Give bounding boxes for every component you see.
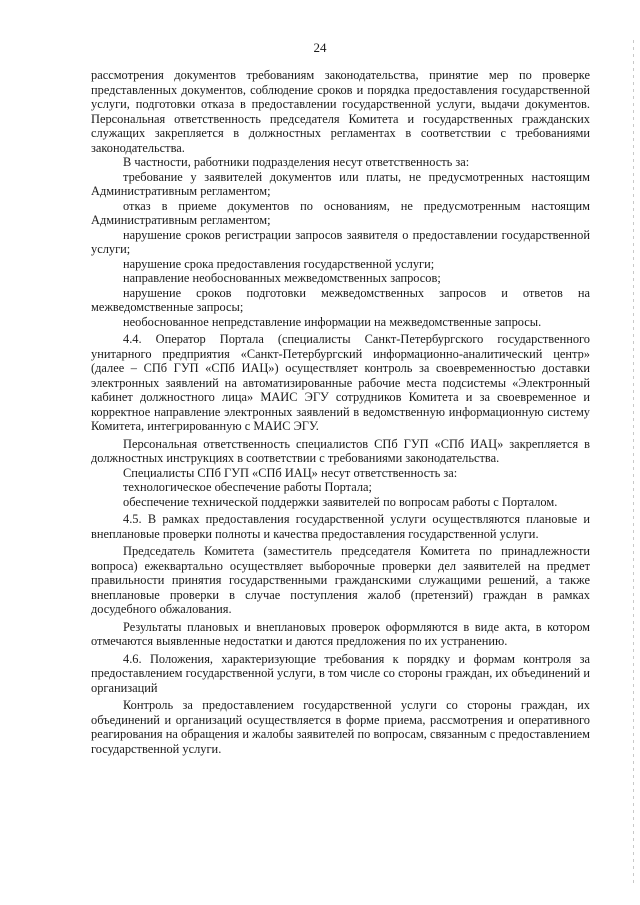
paragraph-chairman-checks: Председатель Комитета (заместитель председателя Комитета по принадлежности вопроса) ежеквартально осуществляет выборочные проверки дел заявителей на предмет правильности принятия государственными гражданскими служащими решений, а также внеплановые проверки в случае поступления жалоб (претензий) граждан в рамках досудебного обжалования. — [91, 544, 590, 616]
paragraph-4-5: 4.5. В рамках предоставления государственной услуги осуществляются плановые и внеплановые проверки полноты и качества предоставления государственной услуги. — [91, 512, 590, 541]
scan-edge-line — [633, 40, 634, 885]
paragraph-4-4: 4.4. Оператор Портала (специалисты Санкт-Петербургского государственного унитарного предприятия «Санкт-Петербургский информационно-аналитический центр» (далее – СПб ГУП «СПб ИАЦ») осуществляет контроль за своевременностью доставки электронных заявлений на автоматизированные рабочие места подсистемы «Электронный кабинет должностного лица» МАИС ЭГУ сотрудников Комитета и за своевременное и корректное направление электронных заявлений в ведомственную информационную систему Комитета, интегрированную с МАИС ЭГУ. — [91, 332, 590, 433]
paragraph-4-6: 4.6. Положения, характеризующие требования к порядку и формам контроля за предоставлением государственной услуги, в том числе со стороны граждан, их объединений и организаций — [91, 651, 590, 695]
paragraph-continuation: рассмотрения документов требованиям законодательства, принятие мер по проверке представленных документов, соблюдение сроков и порядка предоставления государственной услуги, подготовки отказа в предоставлении государственной услуги, выдачи документов. Персональная ответственность председателя Комитета и государственных гражданских служащих закрепляется в должностных регламентах в соответствии с требованиями законодательства. — [91, 68, 590, 155]
document-body — [91, 68, 590, 756]
page-number: 24 — [313, 40, 327, 55]
paragraph-inspection-results: Результаты плановых и внеплановых проверок оформляются в виде акта, в котором отмечаются выявленные недостатки и даются предложения по их устранению. — [91, 619, 590, 648]
list-item-registration-deadline: нарушение сроков регистрации запросов заявителя о предоставлении государственной услуги; — [91, 227, 590, 256]
list-item-preparation-deadline: нарушение сроков подготовки межведомственных запросов и ответов на межведомственные запросы; — [91, 285, 590, 314]
list-item-service-deadline: нарушение срока предоставления государственной услуги; — [123, 256, 435, 271]
paragraph-public-control: Контроль за предоставлением государственной услуги со стороны граждан, их объединений и организаций осуществляется в форме приема, рассмотрения и оперативного реагирования на обращения и жалобы заявителей по вопросам, связанным с предоставлением государственной услуги. — [91, 698, 590, 756]
paragraph-iac-responsibility: Персональная ответственность специалистов СПб ГУП «СПб ИАЦ» закрепляется в должностных инструкциях в соответствии с требованиями законодательства. — [91, 436, 590, 465]
list-item-portal-support: технологическое обеспечение работы Портала; — [123, 480, 372, 494]
paragraph-iac-duties-intro: Специалисты СПб ГУП «СПб ИАЦ» несут ответственность за: — [123, 465, 458, 480]
list-item-unfounded-requests: направление необоснованных межведомственных запросов; — [123, 271, 441, 285]
list-item-unfounded-nonprovision: необоснованное непредставление информации на межведомственные запросы. — [123, 314, 542, 329]
paragraph-responsibility-intro: В частности, работники подразделения несут ответственность за: — [123, 155, 470, 169]
list-item-technical-support: обеспечение технической поддержки заявителей по вопросам работы с Порталом. — [123, 494, 558, 509]
list-item-refusal: отказ в приеме документов по основаниям, не предусмотренным настоящим Административным регламентом; — [91, 198, 590, 227]
list-item-unlawful-requirement: требование у заявителей документов или платы, не предусмотренных настоящим Административным регламентом; — [91, 169, 590, 198]
